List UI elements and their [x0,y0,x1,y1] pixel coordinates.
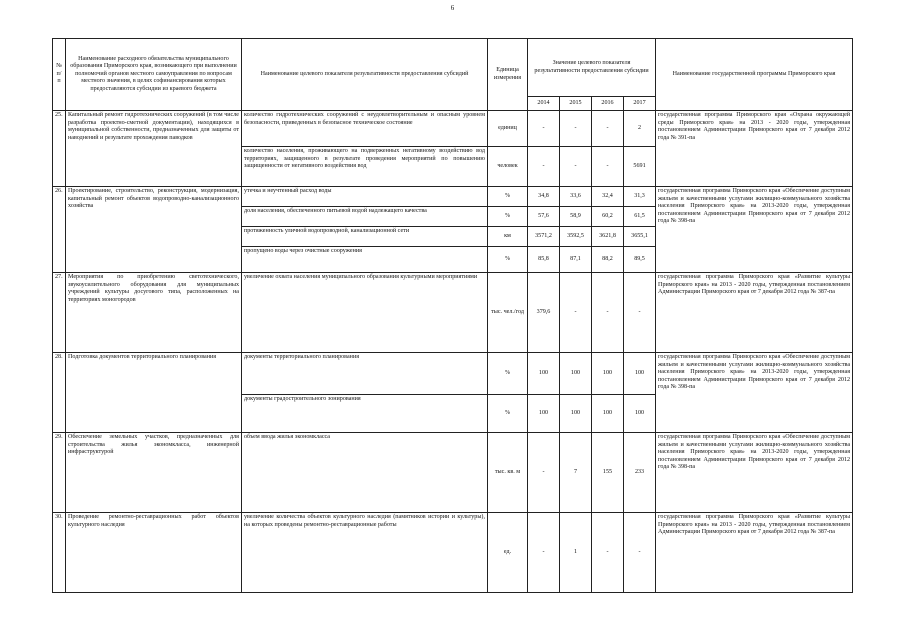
year-header: 2016 [592,97,624,111]
value-cell: 233 [624,433,656,513]
page-number: 6 [450,4,455,12]
value-cell: 85,8 [528,247,560,273]
value-cell: 61,5 [624,207,656,227]
subsidy-indicators-table [52,38,853,593]
indicator-cell: доля населения, обеспеченного питьевой водой надлежащего качества [242,207,488,227]
unit-cell: % [488,353,528,395]
obligation-cell: Капитальный ремонт гидротехнических сооружений (в том числе разработка проектно-сметной документации), находящихся в муниципальной собственности, предназначенных для защиты от наводнений и результате прохождения паводков [66,111,242,187]
value-cell: - [624,273,656,353]
value-cell: 88,2 [592,247,624,273]
value-cell: 31,3 [624,187,656,207]
year-header: 2015 [560,97,592,111]
table-row [53,273,853,353]
row-number: 27. [53,273,66,353]
unit-cell: тыс. кв. м [488,433,528,513]
value-cell: - [624,513,656,593]
unit-cell: % [488,395,528,433]
col-header-unit: Единица измерения [488,39,528,111]
value-cell: 60,2 [592,207,624,227]
value-cell: 100 [528,353,560,395]
program-cell: государственная программа Приморского края «Обеспечение доступным жильем и качественными услугами жилищно-коммунального хозяйства населения Приморского края» на 2013-2020 годы, утвержденная постановлением Администрации Приморского края от 7 декабря 2012 года № 398-па [656,187,853,273]
unit-cell: тыс. чел./год [488,273,528,353]
value-cell: 34,8 [528,187,560,207]
program-cell: государственная программа Приморского края «Развитие культуры Приморского края» на 2013 - 2020 годы, утвержденная постановлением Администрации Приморского края от 7 декабря 2012 года № 387-па [656,273,853,353]
value-cell: 3571,2 [528,227,560,247]
unit-cell: единиц [488,111,528,147]
value-cell: - [528,433,560,513]
value-cell: 87,1 [560,247,592,273]
program-cell: государственная программа Приморского края «Развитие культуры Приморского края» на 2013 - 2020 годы, утвержденная постановлением Администрации Приморского края от 7 декабря 2012 года № 387-па [656,513,853,593]
value-cell: 3621,8 [592,227,624,247]
indicator-cell: объем ввода жилья экономкласса [242,433,488,513]
value-cell: 100 [592,353,624,395]
unit-cell: ед. [488,513,528,593]
unit-cell: % [488,207,528,227]
indicator-cell: количество населения, проживающего на подверженных негативному воздействию вод территориях, защищенного в результате проведения мероприятий по повышению защищенности от негативного воздействия вод [242,147,488,187]
row-number: 26. [53,187,66,273]
value-cell: - [592,147,624,187]
indicator-cell: документы территориального планирования [242,353,488,395]
value-cell: - [528,147,560,187]
unit-cell: км [488,227,528,247]
value-cell: 89,5 [624,247,656,273]
value-cell: - [592,513,624,593]
unit-cell: % [488,187,528,207]
value-cell: 100 [528,395,560,433]
value-cell: 57,6 [528,207,560,227]
value-cell: 5691 [624,147,656,187]
row-number: 28. [53,353,66,433]
value-cell: 100 [560,353,592,395]
indicator-cell: утечка и неучтенный расход воды [242,187,488,207]
indicator-cell: документы градостроительного зонирования [242,395,488,433]
col-header-obligation: Наименование расходного обязательства муниципального образования Приморского края, возникающего при выполнении полномочий органов местного самоуправления по вопросам местного значения, в целях софинансирования которых предоставляются субсидии из краевого бюджета [66,39,242,111]
table-row [53,187,853,207]
value-cell: 33,6 [560,187,592,207]
value-cell: 3655,1 [624,227,656,247]
value-cell: - [528,111,560,147]
indicator-cell: протяженность уличной водопроводной, канализационной сети [242,227,488,247]
value-cell: 32,4 [592,187,624,207]
program-cell: государственная программа Приморского края «Охрана окружающей среды Приморского края» на 2013 - 2020 годы, утвержденная постановлением Администрации Приморского края от 7 декабря 2012 года № 391-па [656,111,853,187]
year-header: 2014 [528,97,560,111]
value-cell: 100 [560,395,592,433]
row-number: 25. [53,111,66,187]
obligation-cell: Подготовка документов территориального планирования [66,353,242,433]
value-cell: - [560,111,592,147]
value-cell: - [592,273,624,353]
indicator-cell: пропущено воды через очистные сооружения [242,247,488,273]
program-cell: государственная программа Приморского края «Обеспечение доступным жильем и качественными услугами жилищно-коммунального хозяйства населения Приморского края» на 2013-2020 годы, утвержденная постановлением Администрации Приморского края от 7 декабря 2012 года № 398-па [656,433,853,513]
value-cell: - [560,147,592,187]
indicator-cell: увеличение количества объектов культурного наследия (памятников истории и культуры), на которых проведены ремонтно-реставрационные работы [242,513,488,593]
row-number: 30. [53,513,66,593]
value-cell: - [528,513,560,593]
table-row [53,353,853,395]
value-cell: 100 [624,353,656,395]
value-cell: - [560,273,592,353]
value-cell: 58,9 [560,207,592,227]
col-header-indicator: Наименование целевого показателя результативности предоставления субсидий [242,39,488,111]
value-cell: - [592,111,624,147]
program-cell: государственная программа Приморского края «Обеспечение доступным жильем и качественными услугами жилищно-коммунального хозяйства населения Приморского края» на 2013-2020 годы, утвержденная постановлением Администрации Приморского края от 7 декабря 2012 года № 398-па [656,353,853,433]
unit-cell: человек [488,147,528,187]
col-header-program: Наименование государственной программы Приморского края [656,39,853,111]
obligation-cell: Обеспечение земельных участков, предназначенных для строительства жилья экономкласса, инженерной инфраструктурой [66,433,242,513]
obligation-cell: Мероприятия по приобретению светотехнического, звукоусилительного оборудования для муниципальных учреждений культуры досугового типа, расположенных на территориях моногородов [66,273,242,353]
table-row [53,513,853,593]
indicator-cell: количество гидротехнических сооружений с неудовлетворительным и опасным уровнем безопасности, приведенных в безопасное техническое состояние [242,111,488,147]
obligation-cell: Проектирование, строительство, реконструкция, модернизация, капитальный ремонт объектов водопроводно-канализационного хозяйства [66,187,242,273]
value-cell: 100 [624,395,656,433]
indicator-cell: увеличение охвата населения муниципального образования культурными мероприятиями [242,273,488,353]
value-cell: 2 [624,111,656,147]
col-header-no: № п/п [53,39,66,111]
row-number: 29. [53,433,66,513]
value-cell: 7 [560,433,592,513]
obligation-cell: Проведение ремонтно-реставрационных работ объектов культурного наследия [66,513,242,593]
table-row [53,433,853,513]
col-header-values: Значение целевого показателя результативности предоставления субсидии [528,39,656,97]
unit-cell: % [488,247,528,273]
value-cell: 155 [592,433,624,513]
year-header: 2017 [624,97,656,111]
value-cell: 379,6 [528,273,560,353]
table-row [53,111,853,147]
value-cell: 100 [592,395,624,433]
value-cell: 1 [560,513,592,593]
value-cell: 3592,5 [560,227,592,247]
